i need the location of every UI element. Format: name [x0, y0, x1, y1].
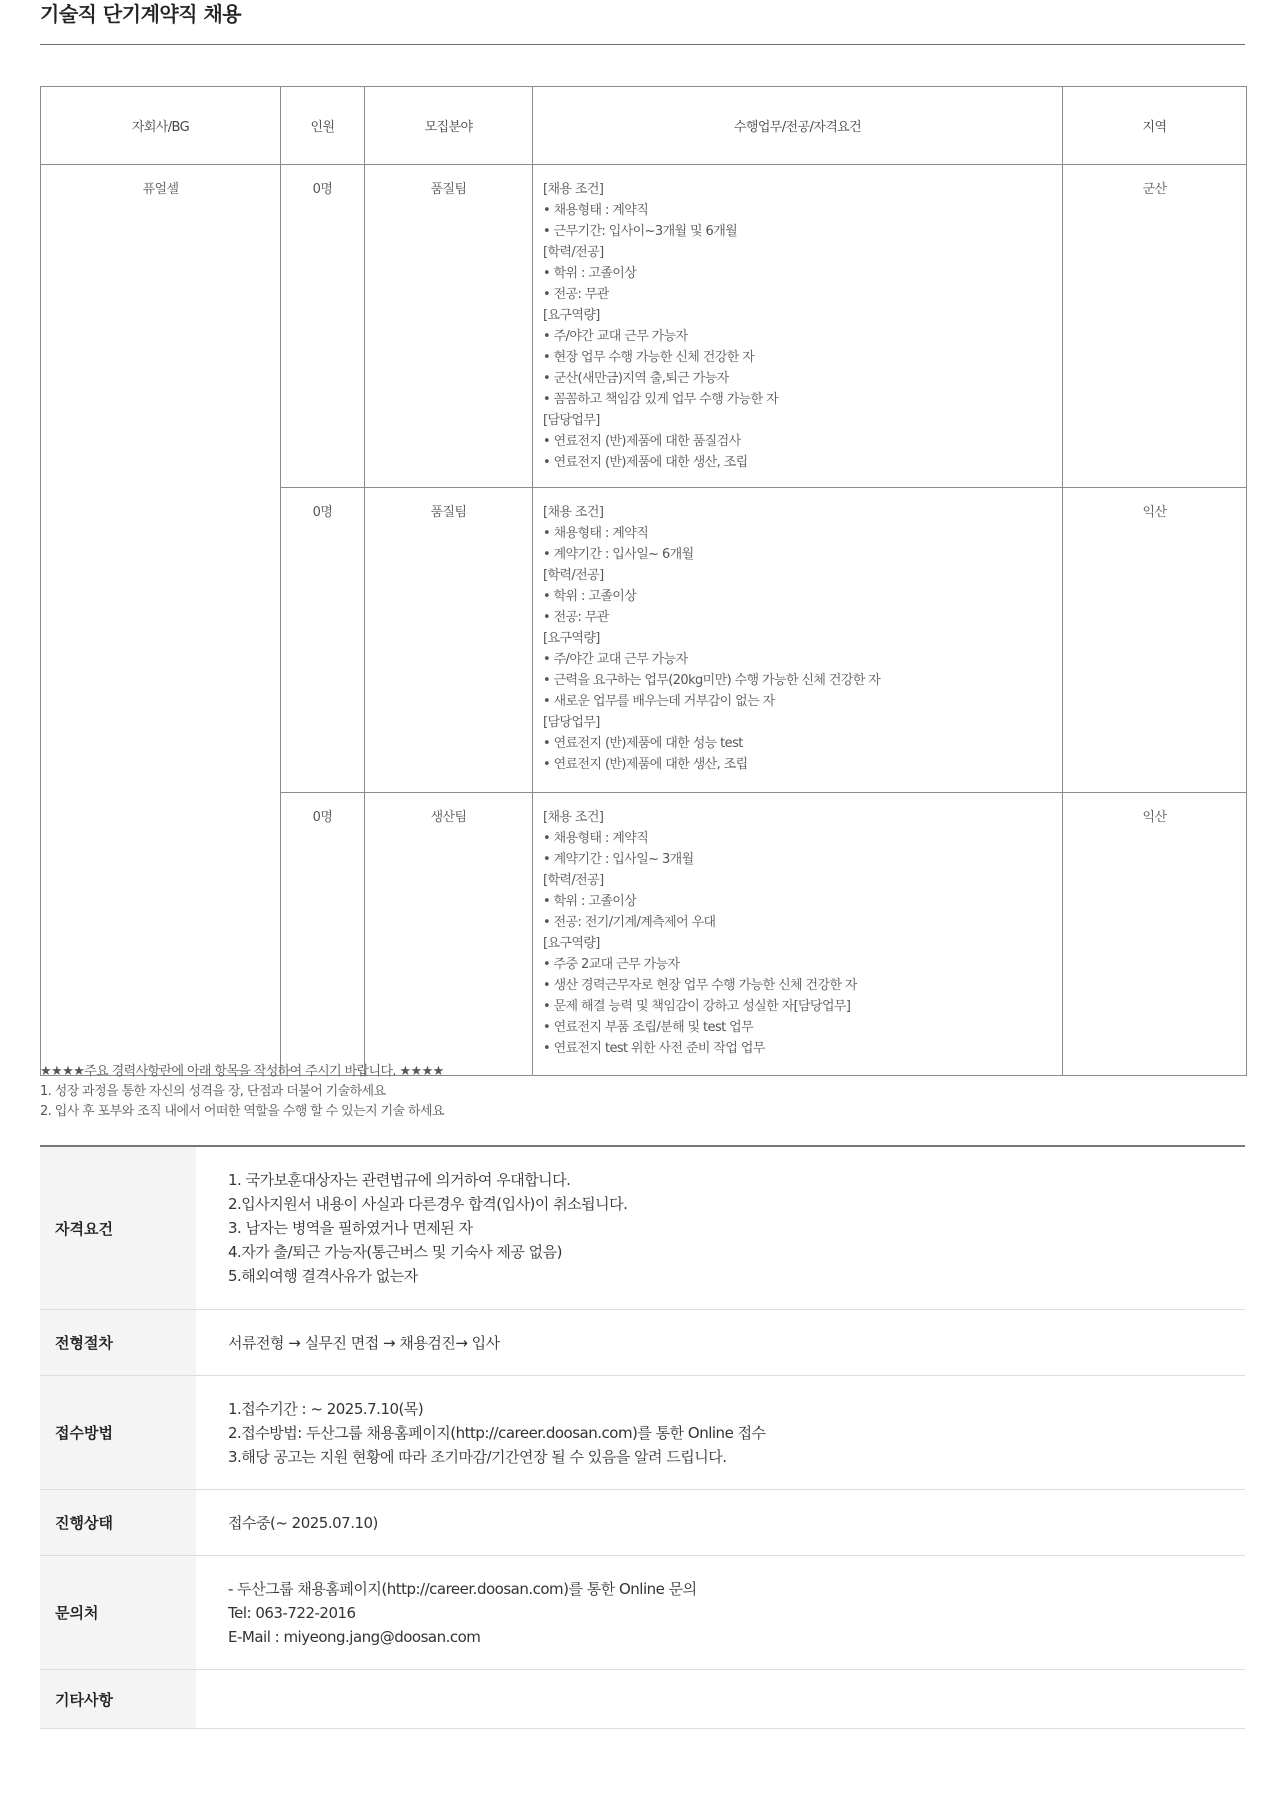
- region-cell: 익산: [1063, 488, 1247, 793]
- info-row-qualification: [40, 1146, 1245, 1310]
- duty-line: [담당업무]: [543, 413, 600, 428]
- duty-line: • 새로운 업무를 배우는데 거부감이 없는 자: [543, 694, 775, 709]
- info-label: 문의처: [40, 1556, 196, 1670]
- duty-line: • 전공: 전기/기계/계측제어 우대: [543, 915, 716, 930]
- duty-line: • 학위 : 고졸이상: [543, 589, 637, 604]
- note-line: 1. 성장 과정을 통한 자신의 성격을 장, 단점과 더불어 기술하세요: [40, 1084, 386, 1099]
- info-value-line: 3.해당 공고는 지원 현황에 따라 조기마감/기간연장 될 수 있음을 알려 드립니다.: [228, 1447, 727, 1466]
- duty-line: • 연료전지 부품 조립/분해 및 test 업무: [543, 1020, 754, 1035]
- duty-line: • 연료전지 (반)제품에 대한 성능 test: [543, 736, 743, 751]
- duty-cell: [533, 165, 1063, 488]
- note-line: 2. 입사 후 포부와 조직 내에서 어떠한 역할을 수행 할 수 있는지 기술 하세요: [40, 1104, 444, 1119]
- duty-line: [학력/전공]: [543, 873, 604, 888]
- info-value: [196, 1490, 1245, 1556]
- table-row: [41, 165, 1247, 488]
- duty-line: [채용 조건]: [543, 182, 604, 197]
- info-value-line: Tel: 063-722-2016: [228, 1603, 356, 1622]
- duty-line: [담당업무]: [543, 715, 600, 730]
- headcount-cell: 0명: [281, 793, 365, 1076]
- header-region: 지역: [1063, 87, 1247, 165]
- info-value-line: 1. 국가보훈대상자는 관련법규에 의거하여 우대합니다.: [228, 1171, 571, 1189]
- company-cell: 퓨얼셀: [41, 165, 281, 1076]
- duty-line: • 계약기간 : 입사일~ 6개월: [543, 547, 694, 562]
- table-header-row: [41, 87, 1247, 165]
- duty-line: • 전공: 무관: [543, 287, 609, 302]
- info-table: [40, 1145, 1245, 1729]
- info-value-line: 5.해외여행 결격사유가 없는자: [228, 1267, 418, 1285]
- duty-line: • 계약기간 : 입사일~ 3개월: [543, 852, 694, 867]
- field-cell: 품질팀: [365, 165, 533, 488]
- duty-line: • 주/야간 교대 근무 가능자: [543, 329, 688, 344]
- info-row-process: [40, 1310, 1245, 1376]
- headcount-cell: 0명: [281, 488, 365, 793]
- info-row-application: [40, 1376, 1245, 1490]
- recruitment-table: [40, 86, 1247, 1076]
- header-duty: 수행업무/전공/자격요건: [533, 87, 1063, 165]
- duty-line: • 채용형태 : 계약직: [543, 203, 649, 218]
- info-value-line: 2.입사지원서 내용이 사실과 다른경우 합격(입사)이 취소됩니다.: [228, 1195, 628, 1213]
- duty-line: • 연료전지 (반)제품에 대한 생산, 조립: [543, 757, 748, 772]
- info-value-line: 1.접수기간 : ~ 2025.7.10(목): [228, 1399, 424, 1418]
- duty-cell: [533, 793, 1063, 1076]
- info-value: [196, 1146, 1245, 1310]
- headcount-cell: 0명: [281, 165, 365, 488]
- info-value-line: 3. 남자는 병역을 필하였거나 면제된 자: [228, 1219, 473, 1237]
- info-row-status: [40, 1490, 1245, 1556]
- info-value-line: 접수중(~ 2025.07.10): [228, 1513, 378, 1532]
- duty-line: • 주중 2교대 근무 가능자: [543, 957, 680, 972]
- duty-line: [학력/전공]: [543, 245, 604, 260]
- page-title: 기술직 단기계약직 채용: [40, 2, 242, 26]
- info-row-contact: [40, 1556, 1245, 1670]
- duty-line: • 꼼꼼하고 책임감 있게 업무 수행 가능한 자: [543, 392, 779, 407]
- duty-line: [요구역량]: [543, 631, 600, 646]
- duty-line: [채용 조건]: [543, 810, 604, 825]
- info-value-line: E-Mail : miyeong.jang@doosan.com: [228, 1627, 481, 1646]
- info-label: 진행상태: [40, 1490, 196, 1556]
- info-value-line: - 두산그룹 채용홈페이지(http://career.doosan.com)를 통한 Online 문의: [228, 1579, 697, 1598]
- header-headcount: 인원: [281, 87, 365, 165]
- duty-line: • 연료전지 test 위한 사전 준비 작업 업무: [543, 1041, 765, 1056]
- duty-line: • 학위 : 고졸이상: [543, 894, 637, 909]
- duty-line: [학력/전공]: [543, 568, 604, 583]
- duty-line: • 채용형태 : 계약직: [543, 831, 649, 846]
- duty-line: • 주/야간 교대 근무 가능자: [543, 652, 688, 667]
- info-value-line: 4.자가 출/퇴근 가능자(통근버스 및 기숙사 제공 없음): [228, 1243, 562, 1261]
- header-field: 모집분야: [365, 87, 533, 165]
- info-value: [196, 1310, 1245, 1376]
- duty-line: • 전공: 무관: [543, 610, 609, 625]
- duty-line: [요구역량]: [543, 936, 600, 951]
- field-cell: 생산팀: [365, 793, 533, 1076]
- duty-line: • 근무기간: 입사이~3개월 및 6개월: [543, 224, 738, 239]
- duty-line: • 현장 업무 수행 가능한 신체 건강한 자: [543, 350, 755, 365]
- info-row-etc: [40, 1670, 1245, 1729]
- duty-line: [요구역량]: [543, 308, 600, 323]
- duty-line: • 생산 경력근무자로 현장 업무 수행 가능한 신체 건강한 자: [543, 978, 857, 993]
- duty-line: • 군산(새만금)지역 출,퇴근 가능자: [543, 371, 729, 386]
- info-value-line: 서류전형 → 실무진 면접 → 채용검진→ 입사: [228, 1333, 500, 1352]
- field-cell: 품질팀: [365, 488, 533, 793]
- info-value: [196, 1670, 1245, 1729]
- info-value-line: 2.접수방법: 두산그룹 채용홈페이지(http://career.doosan.com)를 통한 Online 접수: [228, 1423, 766, 1442]
- duty-cell: [533, 488, 1063, 793]
- info-label: 접수방법: [40, 1376, 196, 1490]
- title-divider: [40, 44, 1245, 45]
- info-label: 전형절차: [40, 1310, 196, 1376]
- duty-line: • 연료전지 (반)제품에 대한 생산, 조립: [543, 455, 748, 470]
- info-label: 기타사항: [40, 1670, 196, 1729]
- note-line: ★★★★주요 경력사항란에 아래 항목을 작성하여 주시기 바랍니다. ★★★★: [40, 1064, 444, 1079]
- info-value: [196, 1376, 1245, 1490]
- application-notes: [40, 1062, 444, 1122]
- header-company: 자회사/BG: [41, 87, 281, 165]
- region-cell: 군산: [1063, 165, 1247, 488]
- info-value: [196, 1556, 1245, 1670]
- duty-line: • 문제 해결 능력 및 책임감이 강하고 성실한 자[담당업무]: [543, 999, 851, 1014]
- duty-line: • 연료전지 (반)제품에 대한 품질검사: [543, 434, 741, 449]
- duty-line: • 근력을 요구하는 업무(20kg미만) 수행 가능한 신체 건강한 자: [543, 673, 881, 688]
- duty-line: • 학위 : 고졸이상: [543, 266, 637, 281]
- duty-line: • 채용형태 : 계약직: [543, 526, 649, 541]
- info-label: 자격요건: [40, 1146, 196, 1310]
- duty-line: [채용 조건]: [543, 505, 604, 520]
- region-cell: 익산: [1063, 793, 1247, 1076]
